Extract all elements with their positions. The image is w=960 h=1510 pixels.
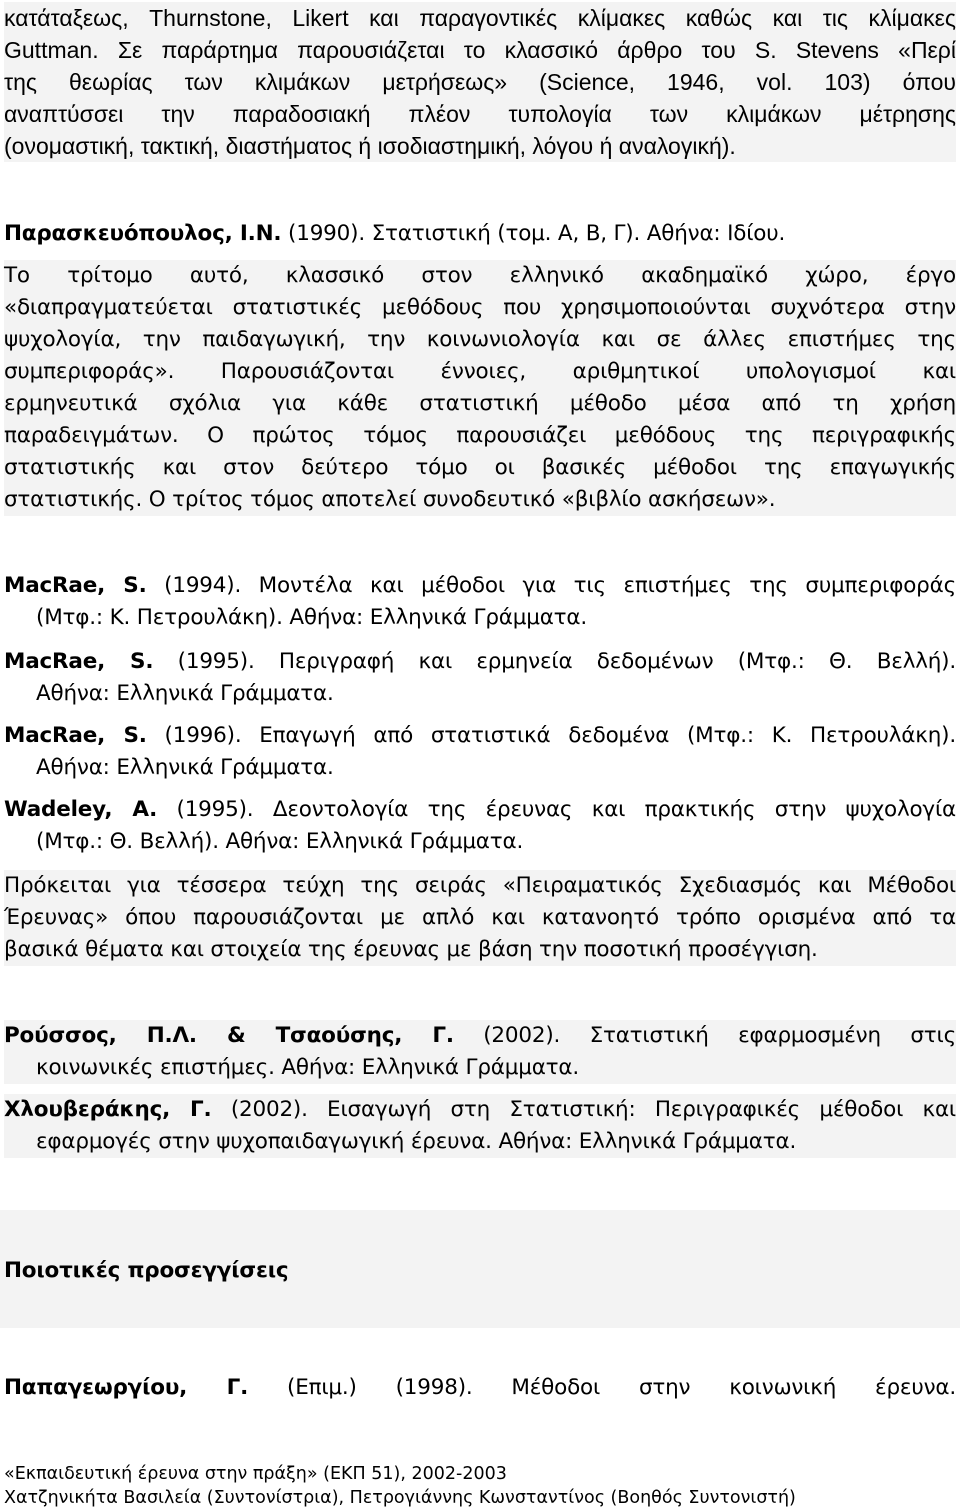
reference-line [4, 1372, 956, 1404]
reference-macrae-1994 [4, 570, 956, 634]
reference-line: (Μτφ.: Κ. Πετρουλάκη). Αθήνα: Ελληνικά Γράμματα. [36, 605, 588, 630]
reference-citation-line [4, 218, 956, 250]
reference-line: κοινωνικές επιστήμες. Αθήνα: Ελληνικά Γράμματα. [36, 1055, 580, 1080]
reference-author: Χλουβεράκης, Γ. [4, 1097, 212, 1122]
reference-citation: (1990). Στατιστική (τομ. Α, Β, Γ). Αθήνα: Ιδίου. [281, 221, 786, 246]
reference-line [4, 1020, 956, 1052]
description-line: παραδειγμάτων. Ο πρώτος τόμος παρουσιάζει μεθόδους της περιγραφικής [4, 423, 956, 448]
footer-staff: Χατζηνικήτα Βασιλεία (Συντονίστρια), Πετρογιάννης Κωνσταντίνος (Βοηθός Συντονιστή) [4, 1488, 796, 1508]
reference-line [4, 570, 956, 602]
reference-macrae-1996 [4, 720, 956, 784]
section-heading-text: Ποιοτικές προσεγγίσεις [4, 1258, 289, 1283]
reference-line: (Μτφ.: Θ. Βελλή). Αθήνα: Ελληνικά Γράμματα. [36, 829, 524, 854]
description-line: ερμηνευτικά σχόλια για κάθε στατιστική μέθοδο μέσα από τη χρήση [4, 391, 956, 416]
reference-macrae-1995 [4, 646, 956, 710]
reference-text: (1994). Μοντέλα και μέθοδοι για τις επιστήμες της συμπεριφοράς [146, 573, 956, 598]
note-line: βασικά θέματα και στοιχεία της έρευνας με βάση την ποσοτική προσέγγιση. [4, 937, 818, 962]
reference-wadeley [4, 794, 956, 858]
note-line: Έρευνας» όπου παρουσιάζονται με απλό και κατανοητό τρόπο ορισμένα από τα [4, 905, 956, 930]
description-line: συμπεριφοράς». Παρουσιάζονται έννοιες, αριθμητικοί υπολογισμοί και [4, 359, 956, 384]
reference-text: (1995). Περιγραφή και ερμηνεία δεδομένων (Μτφ.: Θ. Βελλή). [153, 649, 956, 674]
intro-line: αναπτύσσει την παραδοσιακή πλέον τυπολογία των κλιμάκων μέτρησης [4, 101, 956, 127]
intro-paragraph [4, 2, 956, 162]
reference-line [4, 1094, 956, 1126]
intro-line: κατάταξεως, Thurnstone, Likert και παραγοντικές κλίμακες καθώς και τις κλίμακες [4, 5, 956, 31]
intro-line: Guttman. Σε παράρτημα παρουσιάζεται το κλασσικό άρθρο του S. Stevens «Περί [4, 37, 956, 63]
series-note [4, 870, 956, 966]
reference-author: Παρασκευόπουλος, Ι.Ν. [4, 221, 282, 246]
page-footer [4, 1462, 796, 1510]
description-line: στατιστικής και στον δεύτερο τόμο οι βασικές μέθοδοι της επαγωγικής [4, 455, 956, 480]
reference-line [4, 720, 956, 752]
reference-papageorgiou [4, 1372, 956, 1404]
description-line: ψυχολογία, την παιδαγωγική, την κοινωνιολογία και σε άλλες επιστήμες της [4, 327, 956, 352]
reference-line: Αθήνα: Ελληνικά Γράμματα. [36, 681, 334, 706]
reference-author: Ρούσσος, Π.Λ. & Τσαούσης, Γ. [4, 1023, 454, 1048]
reference-author: Παπαγεωργίου, Γ. [4, 1375, 249, 1400]
reference-paraskevopoulos [4, 218, 956, 250]
reference-line [4, 646, 956, 678]
description-line: στατιστικής. Ο τρίτος τόμος αποτελεί συνοδευτικό «βιβλίο ασκήσεων». [4, 487, 776, 512]
reference-line: Αθήνα: Ελληνικά Γράμματα. [36, 755, 334, 780]
footer-course: «Εκπαιδευτική έρευνα στην πράξη» (ΕΚΠ 51), 2002-2003 [4, 1464, 507, 1484]
reference-chlouverakis [4, 1094, 956, 1158]
description-line: «διαπραγματεύεται στατιστικές μεθόδους που χρησιμοποιούνται συχνότερα στην [4, 295, 956, 320]
reference-text: (1996). Επαγωγή από στατιστικά δεδομένα (Μτφ.: Κ. Πετρουλάκη). [146, 723, 956, 748]
reference-text: (2002). Εισαγωγή στη Στατιστική: Περιγραφικές μέθοδοι και [211, 1097, 956, 1122]
intro-line: της θεωρίας των κλιμάκων μετρήσεως» (Science, 1946, vol. 103) όπου [4, 69, 956, 95]
reference-author: Wadeley, A. [4, 797, 158, 822]
reference-text: (1995). Δεοντολογία της έρευνας και πρακτικής στην ψυχολογία [157, 797, 957, 822]
reference-text: (Επιμ.) (1998). Μέθοδοι στην κοινωνική έρευνα. [248, 1375, 956, 1400]
reference-author: MacRae, S. [4, 723, 147, 748]
reference-author: MacRae, S. [4, 649, 154, 674]
intro-line: (ονομαστική, τακτική, διαστήματος ή ισοδιαστημική, λόγου ή αναλογική). [4, 133, 736, 159]
reference-line: εφαρμογές στην ψυχοπαιδαγωγική έρευνα. Αθήνα: Ελληνικά Γράμματα. [36, 1129, 797, 1154]
description-line: Το τρίτομο αυτό, κλασσικό στον ελληνικό ακαδημαϊκό χώρο, έργο [4, 263, 956, 288]
reference-roussos [4, 1020, 956, 1084]
reference-line [4, 794, 956, 826]
reference-description [4, 260, 956, 516]
reference-text: (2002). Στατιστική εφαρμοσμένη στις [453, 1023, 956, 1048]
note-line: Πρόκειται για τέσσερα τεύχη της σειράς «Πειραματικός Σχεδιασμός και Μέθοδοι [4, 873, 956, 898]
section-heading [4, 1255, 956, 1287]
reference-author: MacRae, S. [4, 573, 147, 598]
